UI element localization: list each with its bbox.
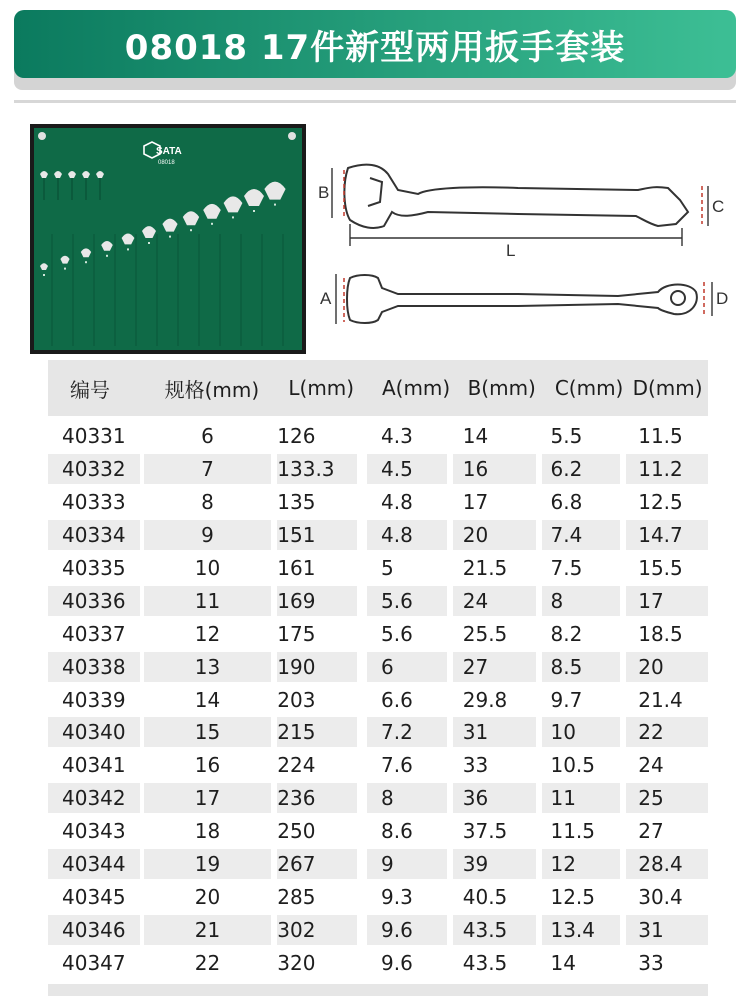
table-cell: 6.6	[380, 687, 413, 712]
divider	[14, 100, 736, 103]
table-cell: 29.8	[462, 687, 508, 712]
table-cell: 40343	[62, 819, 126, 844]
table-cell: 4.5	[367, 454, 447, 484]
product-photo	[30, 124, 306, 354]
table-row	[48, 584, 708, 617]
table-cell: 39	[453, 849, 537, 879]
table-cell: 40345	[62, 884, 126, 909]
table-cell: 151	[277, 520, 357, 550]
dim-label-c: C	[712, 197, 725, 216]
table-cell: 9.7	[550, 687, 583, 712]
table-row	[48, 880, 708, 913]
table-cell: 8	[201, 490, 214, 515]
table-cell: 15.5	[638, 556, 683, 580]
table-row	[48, 552, 708, 585]
table-cell: 20	[626, 652, 708, 682]
table-cell: 11	[144, 586, 272, 616]
table-cell: 14	[462, 424, 489, 449]
table-row	[48, 815, 708, 848]
table-cell: 7.5	[550, 556, 583, 580]
table-cell: 161	[277, 556, 316, 580]
table-cell: 40347	[62, 950, 126, 975]
svg-text:08018: 08018	[158, 160, 175, 166]
table-cell: 40337	[62, 621, 126, 646]
table-cell: 21	[144, 915, 272, 945]
table-cell: 27	[453, 652, 537, 682]
table-cell: 15	[144, 717, 272, 747]
table-cell: 17	[144, 783, 272, 813]
table-cell: 40332	[48, 454, 140, 484]
table-cell: 40346	[48, 915, 140, 945]
header-cell: 规格(mm)	[164, 377, 260, 402]
table-row	[48, 716, 708, 749]
table-cell: 320	[277, 950, 316, 975]
table-row	[48, 749, 708, 782]
table-cell: 40335	[62, 556, 126, 580]
table-cell: 33	[638, 950, 664, 975]
header-cell: L(mm)	[288, 376, 355, 400]
table-cell: 5.6	[380, 621, 413, 646]
svg-text:SATA: SATA	[156, 146, 182, 157]
table-cell: 175	[277, 621, 316, 646]
table-cell: 126	[277, 424, 316, 449]
table-cell: 27	[638, 819, 664, 844]
table-cell: 285	[277, 884, 316, 909]
table-cell: 4.3	[380, 424, 413, 449]
table-cell: 25.5	[462, 621, 508, 646]
table-cell: 30.4	[638, 884, 683, 909]
table-cell: 12.5	[638, 490, 683, 515]
table-cell: 4.8	[367, 520, 447, 550]
table-cell: 7.4	[542, 520, 620, 550]
table-cell: 133.3	[277, 454, 357, 484]
table-cell: 12	[542, 849, 620, 879]
table-row	[48, 946, 708, 979]
table-cell: 40344	[48, 849, 140, 879]
table-row	[48, 486, 708, 519]
header-cell: B(mm)	[467, 376, 536, 400]
table-row	[48, 617, 708, 650]
table-cell: 40340	[48, 717, 140, 747]
table-cell: 43.5	[453, 915, 537, 945]
table-cell: 6.2	[542, 454, 620, 484]
table-cell: 24	[453, 586, 537, 616]
table-cell: 10	[194, 556, 221, 580]
table-row	[48, 519, 708, 552]
table-cell: 9.6	[367, 915, 447, 945]
table-cell: 9	[144, 520, 272, 550]
table-cell: 40333	[62, 490, 126, 515]
table-cell: 10.5	[550, 753, 596, 778]
table-cell: 14	[550, 950, 576, 975]
table-cell: 9	[367, 849, 447, 879]
table-cell: 13	[144, 652, 272, 682]
table-header	[48, 360, 708, 416]
table-cell: 16	[194, 753, 221, 778]
table-cell: 4.8	[380, 490, 413, 515]
table-cell: 13.4	[542, 915, 620, 945]
table-cell: 21.5	[462, 556, 508, 580]
table-cell: 40339	[62, 687, 126, 712]
dimension-diagram	[318, 150, 730, 340]
table-cell: 190	[277, 652, 357, 682]
table-cell: 14.7	[626, 520, 708, 550]
table-row	[48, 782, 708, 815]
table-cell: 8	[367, 783, 447, 813]
table-cell: 36	[453, 783, 537, 813]
table-cell: 40341	[62, 753, 126, 778]
table-cell: 11.5	[550, 819, 596, 844]
table-cell: 21.4	[638, 687, 683, 712]
table-cell: 5.6	[367, 586, 447, 616]
table-cell: 19	[144, 849, 272, 879]
table-cell: 5.5	[550, 424, 583, 449]
table-cell: 10	[542, 717, 620, 747]
header-cell: A(mm)	[381, 376, 451, 400]
dim-label-b: B	[318, 183, 330, 202]
table-body	[48, 416, 708, 979]
table-row	[48, 683, 708, 716]
table-cell: 5	[380, 556, 394, 580]
table-cell: 33	[462, 753, 489, 778]
table-cell: 40331	[62, 424, 126, 449]
table-cell: 8.2	[550, 621, 583, 646]
header-cell: C(mm)	[554, 376, 624, 400]
table-row	[48, 848, 708, 881]
dim-label-a: A	[320, 289, 332, 308]
table-cell: 9.6	[380, 950, 413, 975]
table-cell: 7	[144, 454, 272, 484]
table-cell: 8.6	[380, 819, 413, 844]
table-cell: 267	[277, 849, 357, 879]
table-cell: 17	[462, 490, 489, 515]
table-cell: 6	[367, 652, 447, 682]
table-row	[48, 453, 708, 486]
table-cell: 28.4	[626, 849, 708, 879]
table-cell: 7.6	[380, 753, 413, 778]
table-cell: 40342	[48, 783, 140, 813]
dim-label-d: D	[716, 289, 729, 308]
table-cell: 20	[194, 884, 221, 909]
table-cell: 6.8	[550, 490, 583, 515]
table-cell: 203	[277, 687, 316, 712]
table-cell: 37.5	[462, 819, 508, 844]
dim-label-l: L	[506, 241, 516, 260]
table-cell: 8.5	[542, 652, 620, 682]
table-cell: 9.3	[380, 884, 413, 909]
spec-table	[48, 360, 708, 979]
page-title: 08018 17件新型两用扳手套装	[124, 27, 626, 68]
table-cell: 16	[453, 454, 537, 484]
table-cell: 40.5	[462, 884, 508, 909]
table-row	[48, 420, 708, 453]
table-cell: 6	[201, 424, 214, 449]
table-cell: 40338	[48, 652, 140, 682]
table-footer-bar	[48, 984, 708, 996]
table-cell: 250	[277, 819, 316, 844]
table-cell: 302	[277, 915, 357, 945]
table-row	[48, 913, 708, 946]
table-cell: 236	[277, 783, 357, 813]
header-cell: D(mm)	[632, 376, 703, 400]
table-cell: 11.5	[638, 424, 683, 449]
table-cell: 12	[194, 621, 221, 646]
table-cell: 40334	[48, 520, 140, 550]
table-cell: 7.2	[367, 717, 447, 747]
table-cell: 18	[194, 819, 221, 844]
table-cell: 31	[626, 915, 708, 945]
table-cell: 169	[277, 586, 357, 616]
table-cell: 8	[542, 586, 620, 616]
table-cell: 43.5	[462, 950, 508, 975]
table-cell: 22	[194, 950, 221, 975]
table-cell: 17	[626, 586, 708, 616]
table-cell: 31	[453, 717, 537, 747]
table-row	[48, 650, 708, 683]
table-cell: 215	[277, 717, 357, 747]
table-cell: 24	[638, 753, 664, 778]
table-cell: 22	[626, 717, 708, 747]
header-cell: 编号	[70, 377, 110, 402]
table-cell: 224	[277, 753, 316, 778]
table-cell: 40336	[48, 586, 140, 616]
table-cell: 11	[542, 783, 620, 813]
table-cell: 14	[194, 687, 221, 712]
table-cell: 20	[453, 520, 537, 550]
table-cell: 25	[626, 783, 708, 813]
table-cell: 18.5	[638, 621, 683, 646]
table-cell: 135	[277, 490, 316, 515]
table-cell: 11.2	[626, 454, 708, 484]
table-cell: 12.5	[550, 884, 596, 909]
